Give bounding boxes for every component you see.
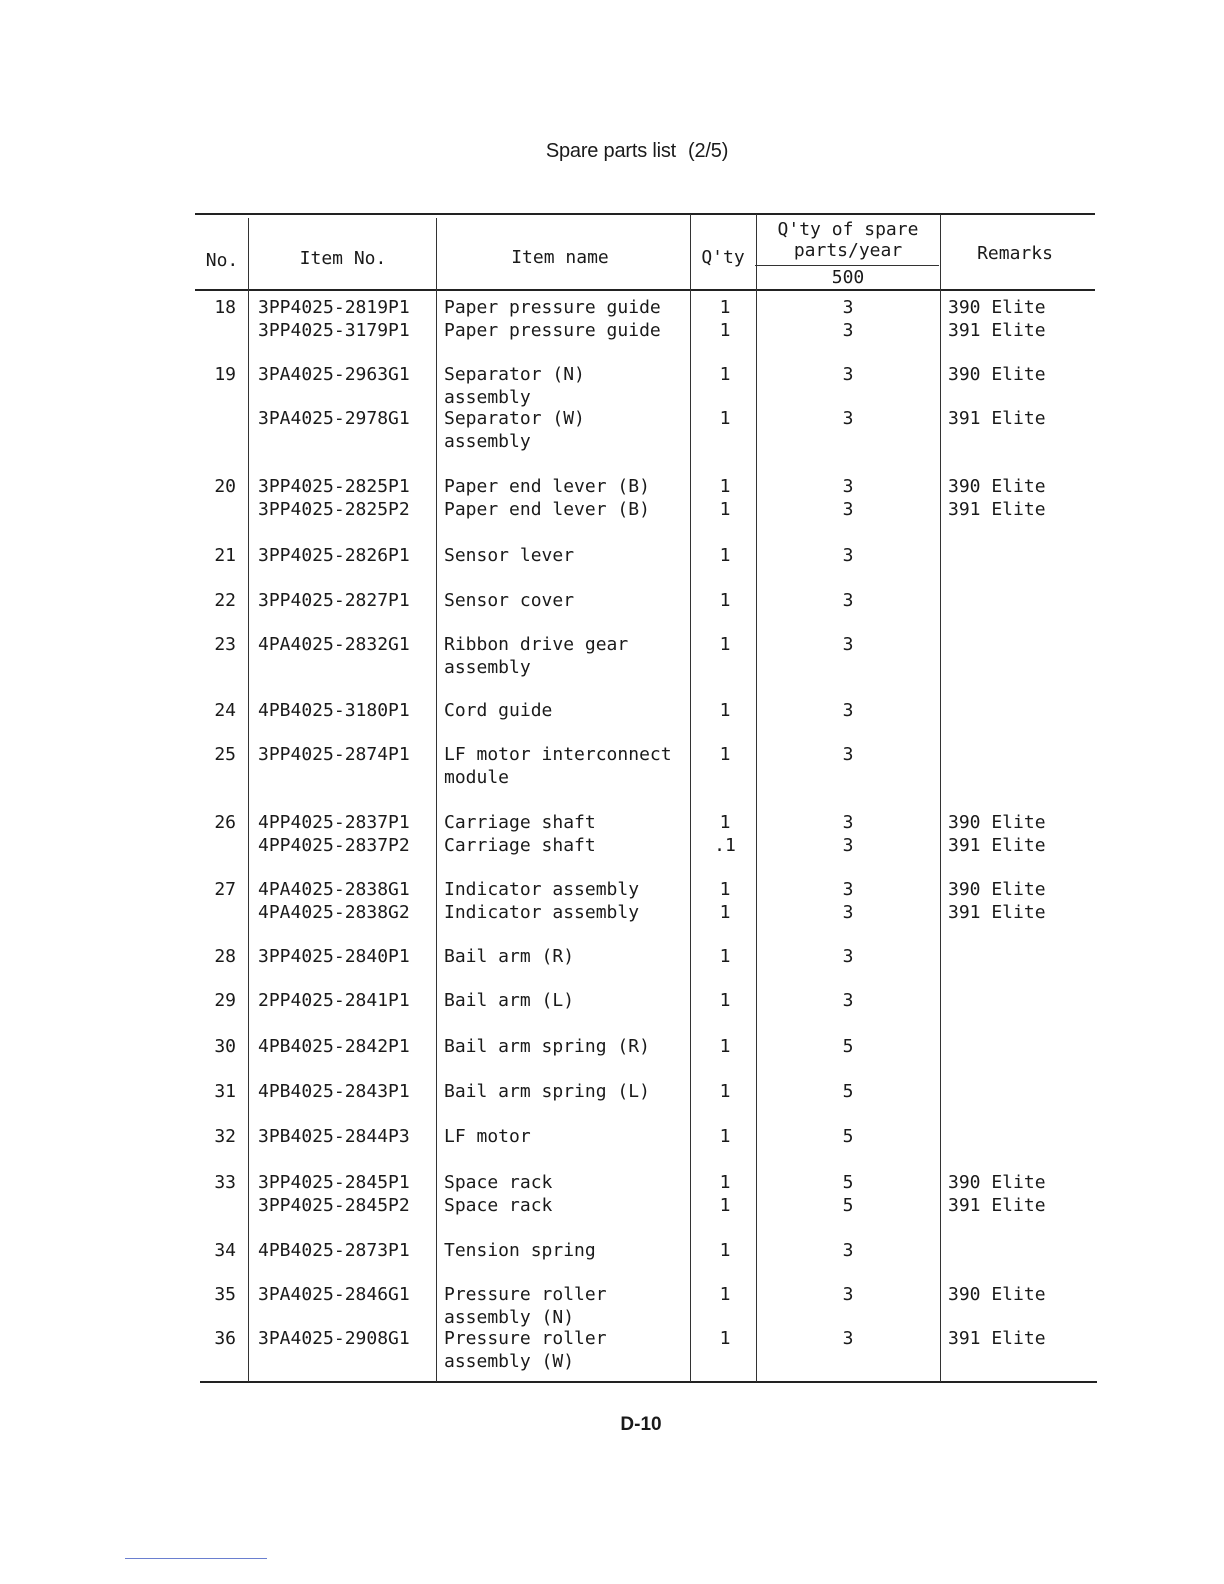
row-item-no: 3PP4025-2874P1 (258, 744, 410, 765)
row-qty: 1 (719, 1240, 731, 1261)
row-item-name: Ribbon drive gear assembly (444, 634, 629, 678)
page-indicator: (2/5) (688, 140, 729, 162)
row-spare-qty: 3 (842, 700, 854, 721)
row-qty: 1 1 (719, 297, 731, 341)
row-item-name: Bail arm spring (R) (444, 1036, 650, 1057)
row-item-no: 3PA4025-2908G1 (258, 1328, 410, 1349)
header-no: No. (205, 250, 239, 271)
row-no: 32 (214, 1126, 236, 1147)
row-item-no: 4PB4025-2842P1 (258, 1036, 410, 1057)
row-no: 29 (214, 990, 236, 1011)
row-item-no: 3PP4025-2826P1 (258, 545, 410, 566)
header-spare-line1: Q'ty of spare (777, 219, 919, 240)
row-item-name: Separator (W) assembly (444, 408, 585, 452)
col-divider-name (690, 214, 691, 1382)
row-spare-qty: 5 (842, 1126, 854, 1147)
row-item-no: 4PB4025-3180P1 (258, 700, 410, 721)
row-spare-qty: 3 (842, 545, 854, 566)
row-item-name: Pressure roller assembly (W) (444, 1328, 607, 1372)
row-spare-qty: 3 (842, 634, 854, 655)
row-item-no: 3PP4025-2840P1 (258, 946, 410, 967)
row-no: 21 (214, 545, 236, 566)
row-qty: 1 .1 (714, 812, 736, 856)
col-divider-spare (940, 214, 941, 1382)
row-remarks: 390 Elite (948, 1284, 1046, 1305)
row-no: 18 (214, 297, 236, 318)
row-qty: 1 (719, 700, 731, 721)
row-remarks: 391 Elite (948, 408, 1046, 429)
row-qty: 1 1 (719, 476, 731, 520)
row-no: 33 (214, 1172, 236, 1193)
header-qty: Q'ty (701, 247, 745, 268)
row-no: 28 (214, 946, 236, 967)
row-item-name: Sensor lever (444, 545, 575, 566)
row-item-no: 4PB4025-2843P1 (258, 1081, 410, 1102)
row-qty: 1 (719, 1284, 731, 1305)
row-spare-qty: 3 3 (842, 879, 854, 923)
row-qty: 1 (719, 1081, 731, 1102)
row-remarks: 390 Elite 391 Elite (948, 476, 1046, 520)
col-divider-no (248, 218, 249, 1382)
row-no: 35 (214, 1284, 236, 1305)
row-spare-qty: 3 3 (842, 297, 854, 341)
row-item-no: 4PA4025-2832G1 (258, 634, 410, 655)
row-remarks: 390 Elite 391 Elite (948, 812, 1046, 856)
header-spare-line2: parts/year (793, 240, 903, 261)
row-spare-qty: 5 (842, 1081, 854, 1102)
row-item-name: Cord guide (444, 700, 553, 721)
header-item-no: Item No. (299, 248, 387, 269)
row-qty: 1 1 (719, 879, 731, 923)
row-spare-qty: 3 (842, 364, 854, 385)
row-item-name: Tension spring (444, 1240, 596, 1261)
row-item-no: 3PA4025-2978G1 (258, 408, 410, 429)
row-spare-qty: 3 (842, 1328, 854, 1349)
row-item-name: Paper end lever (B) Paper end lever (B) (444, 476, 650, 520)
row-no: 30 (214, 1036, 236, 1057)
title-text: Spare parts list (545, 140, 677, 162)
row-item-name: Carriage shaft Carriage shaft (444, 812, 596, 856)
row-item-no: 4PB4025-2873P1 (258, 1240, 410, 1261)
row-qty: 1 (719, 634, 731, 655)
row-item-name: Indicator assembly Indicator assembly (444, 879, 640, 923)
row-qty: 1 (719, 1126, 731, 1147)
row-item-name: LF motor interconnect module (444, 744, 672, 788)
row-qty: 1 (719, 946, 731, 967)
row-remarks: 390 Elite 391 Elite (948, 1172, 1046, 1216)
row-spare-qty: 3 (842, 946, 854, 967)
row-spare-qty: 3 (842, 1284, 854, 1305)
row-item-no: 4PA4025-2838G1 4PA4025-2838G2 (258, 879, 410, 923)
row-spare-qty: 3 (842, 990, 854, 1011)
row-qty: 1 1 (719, 1172, 731, 1216)
row-remarks: 390 Elite (948, 364, 1046, 385)
row-item-no: 3PA4025-2963G1 (258, 364, 410, 385)
row-spare-qty: 5 5 (842, 1172, 854, 1216)
row-no: 22 (214, 590, 236, 611)
row-spare-qty: 3 (842, 1240, 854, 1261)
row-item-no: 3PB4025-2844P3 (258, 1126, 410, 1147)
row-item-name: Separator (N) assembly (444, 364, 585, 408)
row-item-no: 3PP4025-2825P1 3PP4025-2825P2 (258, 476, 410, 520)
row-qty: 1 (719, 1036, 731, 1057)
spare-subheader-rule (755, 265, 939, 266)
row-item-no: 3PA4025-2846G1 (258, 1284, 410, 1305)
header-bottom-rule (195, 289, 1095, 291)
table-bottom-rule (200, 1381, 1097, 1383)
row-item-name: LF motor (444, 1126, 531, 1147)
row-item-name: Bail arm (R) (444, 946, 575, 967)
row-remarks: 391 Elite (948, 1328, 1046, 1349)
row-spare-qty: 3 (842, 408, 854, 429)
row-remarks: 390 Elite 391 Elite (948, 879, 1046, 923)
row-qty: 1 (719, 744, 731, 765)
row-spare-qty: 3 (842, 744, 854, 765)
row-no: 27 (214, 879, 236, 900)
row-qty: 1 (719, 408, 731, 429)
row-item-name: Bail arm spring (L) (444, 1081, 650, 1102)
decorative-rule (125, 1558, 267, 1559)
row-item-no: 3PP4025-2845P1 3PP4025-2845P2 (258, 1172, 410, 1216)
page-number: D-10 (620, 1414, 662, 1435)
row-item-name: Paper pressure guide Paper pressure guide (444, 297, 661, 341)
table-top-rule (195, 213, 1095, 215)
header-remarks: Remarks (977, 243, 1053, 264)
row-remarks: 390 Elite 391 Elite (948, 297, 1046, 341)
row-item-name: Space rack Space rack (444, 1172, 553, 1216)
row-no: 26 (214, 812, 236, 833)
row-no: 31 (214, 1081, 236, 1102)
col-divider-qty (756, 214, 757, 1382)
row-item-no: 2PP4025-2841P1 (258, 990, 410, 1011)
row-no: 24 (214, 700, 236, 721)
row-no: 34 (214, 1240, 236, 1261)
header-spare-500: 500 (831, 267, 865, 288)
row-spare-qty: 3 (842, 590, 854, 611)
header-spare-qty (758, 219, 938, 261)
row-no: 20 (214, 476, 236, 497)
row-qty: 1 (719, 990, 731, 1011)
header-item-name: Item name (511, 247, 609, 268)
row-spare-qty: 3 3 (842, 476, 854, 520)
page-title (0, 140, 1224, 163)
row-item-name: Sensor cover (444, 590, 575, 611)
row-item-no: 3PP4025-2827P1 (258, 590, 410, 611)
row-qty: 1 (719, 364, 731, 385)
row-spare-qty: 5 (842, 1036, 854, 1057)
row-no: 36 (214, 1328, 236, 1349)
row-item-no: 3PP4025-2819P1 3PP4025-3179P1 (258, 297, 410, 341)
row-qty: 1 (719, 590, 731, 611)
col-divider-item (436, 218, 437, 1382)
row-no: 23 (214, 634, 236, 655)
row-item-no: 4PP4025-2837P1 4PP4025-2837P2 (258, 812, 410, 856)
row-qty: 1 (719, 1328, 731, 1349)
row-item-name: Bail arm (L) (444, 990, 575, 1011)
row-qty: 1 (719, 545, 731, 566)
row-no: 19 (214, 364, 236, 385)
row-spare-qty: 3 3 (842, 812, 854, 856)
row-item-name: Pressure roller assembly (N) (444, 1284, 607, 1328)
row-no: 25 (214, 744, 236, 765)
